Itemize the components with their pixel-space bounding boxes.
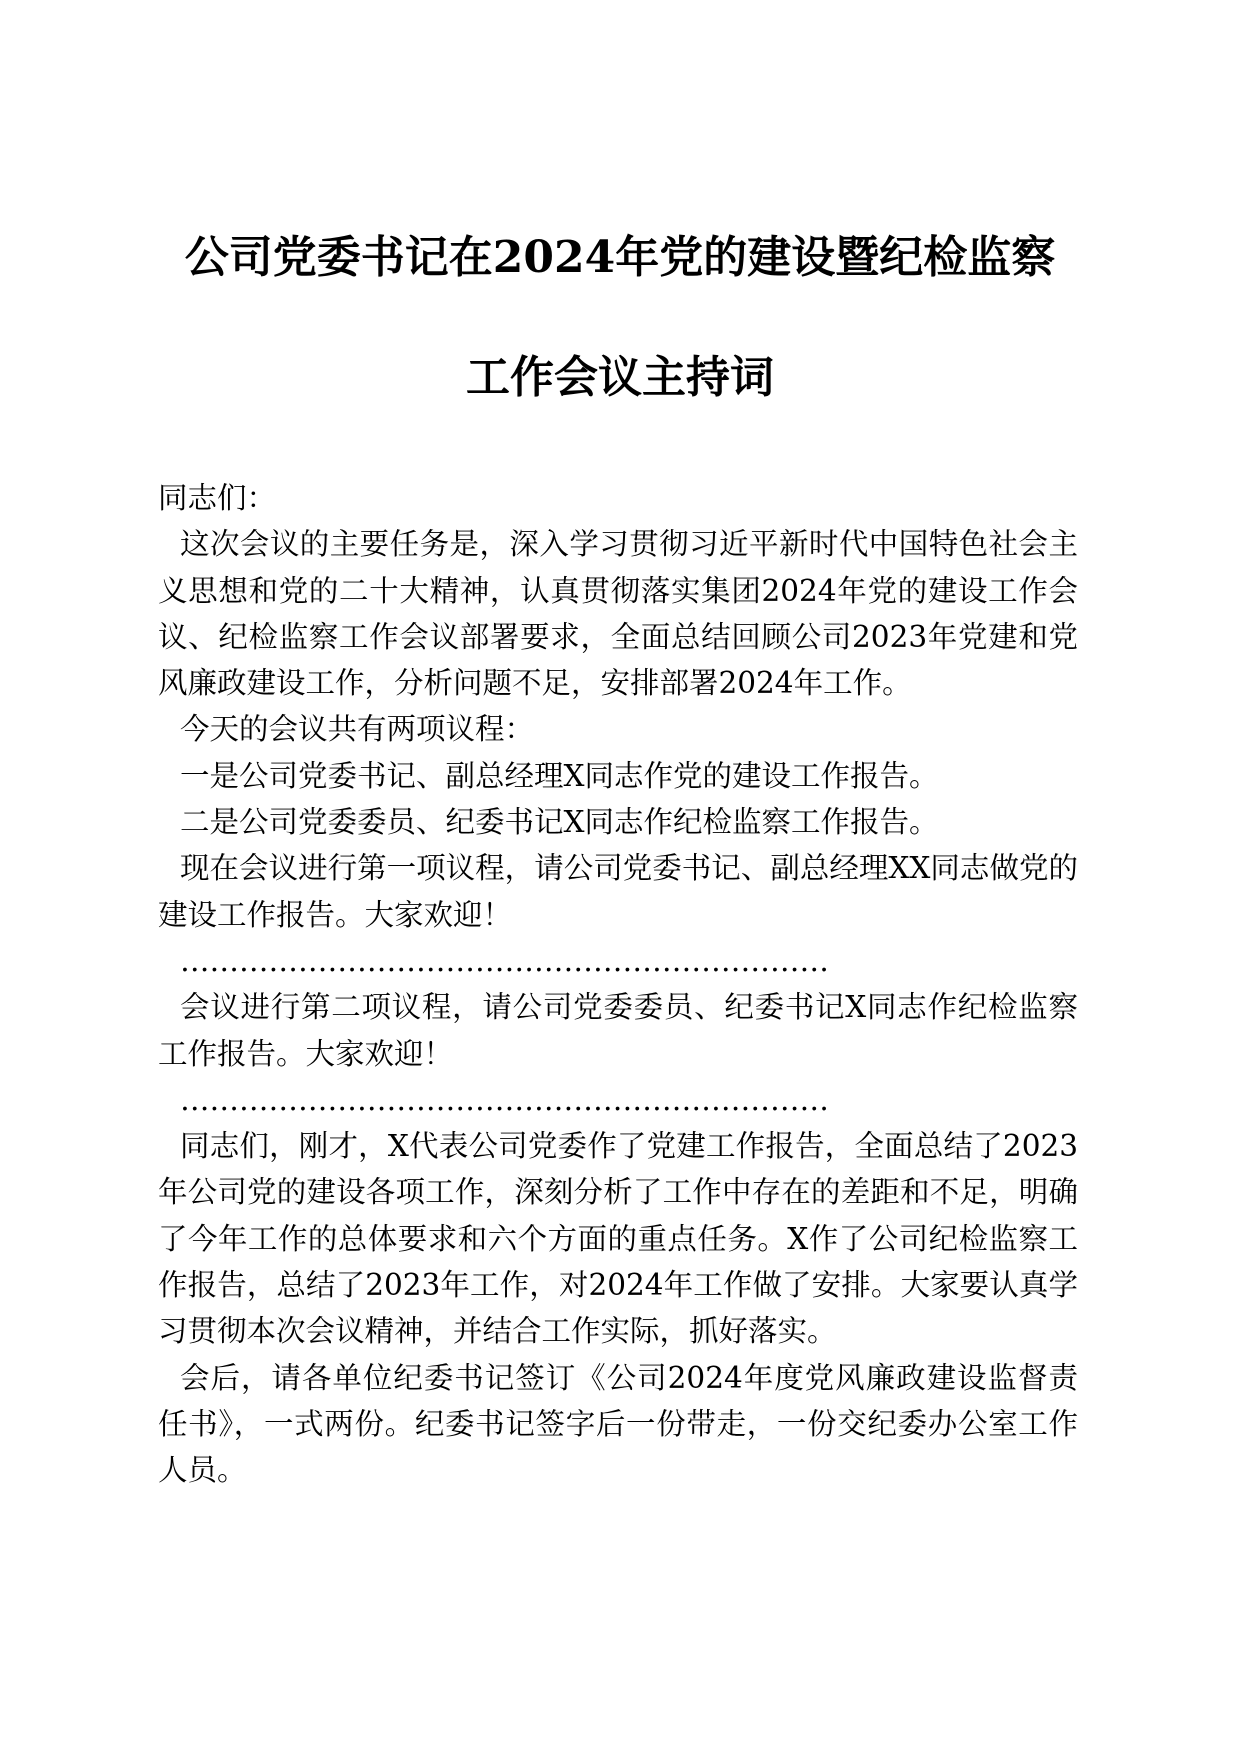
ellipsis-divider-1: ………………………………………………………… — [180, 943, 829, 978]
paragraph-summary: 同志们，刚才，X代表公司党委作了党建工作报告，全面总结了2023年公司党的建设各项工作，深刻分析了工作中存在的差距和不足，明确了今年工作的总体要求和六个方面的重点任务。X作了公司纪检监察工作报告，总结了2023年工作，对2024年工作做了安排。大家要认真学习贯彻本次会议精神，并结合工作实际，抓好落实。 — [158, 1129, 1078, 1349]
paragraph-closing: 会后，请各单位纪委书记签订《公司2024年度党风廉政建设监督责任书》，一式两份。纪委书记签字后一份带走，一份交纪委办公室工作人员。 — [158, 1360, 1078, 1488]
document-body — [158, 475, 1078, 1494]
salutation: 同志们： — [158, 481, 277, 515]
document-title-line-1: 公司党委书记在2024年党的建设暨纪检监察 — [184, 232, 1056, 283]
paragraph-agenda-intro: 今天的会议共有两项议程： — [180, 712, 535, 747]
document-title-line-2: 工作会议主持词 — [466, 352, 774, 403]
paragraph-meeting-purpose: 这次会议的主要任务是，深入学习贯彻习近平新时代中国特色社会主义思想和党的二十大精神，认真贯彻落实集团2024年党的建设工作会议、纪检监察工作会议部署要求，全面总结回顾公司2023年党建和党风廉政建设工作，分析问题不足，安排部署2024年工作。 — [158, 527, 1078, 701]
paragraph-second-agenda: 会议进行第二项议程，请公司党委委员、纪委书记X同志作纪检监察工作报告。大家欢迎！ — [158, 990, 1078, 1071]
ellipsis-divider-2: ………………………………………………………… — [180, 1082, 829, 1117]
paragraph-agenda-item-1: 一是公司党委书记、副总经理X同志作党的建设工作报告。 — [180, 758, 939, 793]
paragraph-agenda-item-2: 二是公司党委委员、纪委书记X同志作纪检监察工作报告。 — [180, 805, 939, 840]
paragraph-first-agenda: 现在会议进行第一项议程，请公司党委书记、副总经理XX同志做党的建设工作报告。大家欢迎！ — [158, 851, 1078, 932]
